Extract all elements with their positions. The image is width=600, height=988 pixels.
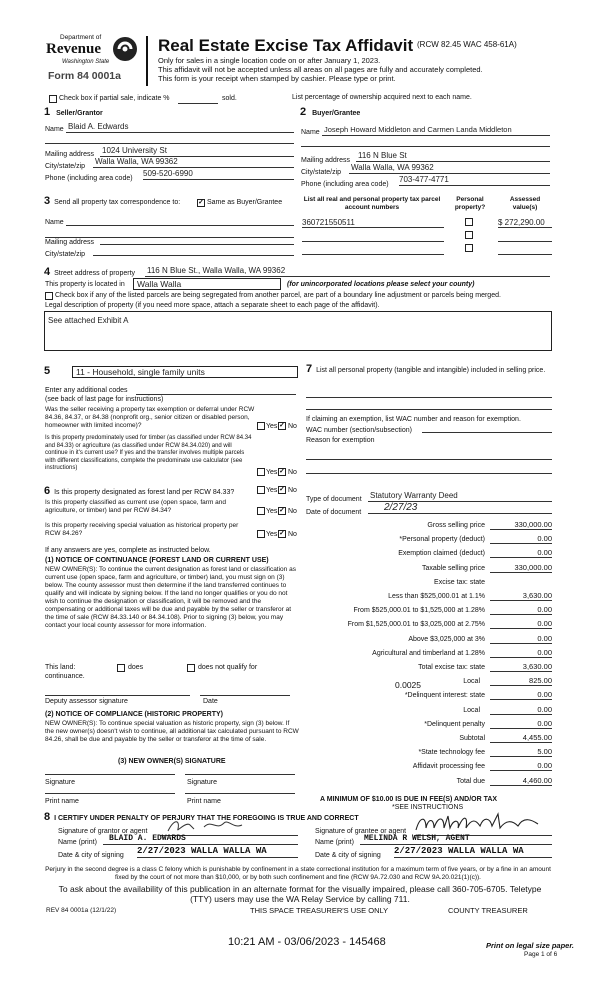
dept-line1: Department of bbox=[60, 34, 102, 41]
buyer-mailing-label: Mailing address bbox=[301, 157, 351, 164]
legal-size-note: Print on legal size paper. bbox=[486, 941, 574, 950]
rev-number: REV 84 0001a (12/1/22) bbox=[46, 907, 117, 914]
unincorporated-note: (for unincorporated locations please select your county) bbox=[287, 281, 475, 288]
addl-codes-field[interactable] bbox=[136, 385, 296, 395]
owner-sig-line-2[interactable] bbox=[185, 769, 295, 775]
grantor-name-label: Name (print) bbox=[58, 839, 97, 846]
fee-label: *Delinquent penalty bbox=[424, 721, 485, 728]
deputy-date-line[interactable] bbox=[200, 690, 290, 696]
section3-heading bbox=[44, 195, 180, 207]
does-label: does bbox=[128, 664, 144, 671]
wac-field[interactable] bbox=[422, 425, 552, 433]
buyer-name-label: Name bbox=[301, 129, 320, 136]
section6-num: 6 bbox=[44, 485, 51, 497]
seller-name-label: Name bbox=[45, 126, 64, 133]
owner-print-line-2[interactable] bbox=[185, 788, 295, 794]
q-current-use-yes-label: Yes bbox=[266, 508, 278, 515]
parcel-row-1[interactable]: 360721550511 bbox=[302, 218, 444, 228]
header-note2: This affidavit will not be accepted unless all areas on all pages are fully and accurately completed. bbox=[158, 65, 483, 74]
q-timber-yes-box[interactable] bbox=[257, 468, 265, 476]
does-not-label: does not qualify for bbox=[198, 664, 258, 671]
exemption-label: If claiming an exemption, list WAC number and reason for exemption. bbox=[306, 416, 521, 423]
buyer-heading: Buyer/Grantee bbox=[312, 110, 361, 117]
fee-label: *State technology fee bbox=[418, 749, 485, 756]
header-note1: Only for sales in a single location code on or after January 1, 2023. bbox=[158, 56, 381, 65]
this-land-label: This land: bbox=[45, 664, 76, 671]
buyer-city-field[interactable]: Walla Walla, WA 99362 bbox=[349, 163, 550, 174]
section6-q3: Is this property receiving special valuation as historical property per RCW 84.26? bbox=[45, 522, 239, 537]
fee-value[interactable]: 4,460.00 bbox=[490, 776, 552, 786]
assessed-row-3[interactable] bbox=[498, 245, 552, 255]
buyer-section bbox=[300, 106, 360, 118]
perjury-notice: Perjury in the second degree is a class C felony which is punishable by confinement in a state correctional institution for a maximum term of five years, or by a fine in an amount fixed by the court of not more than $10,000, or by both such confinement and fine (RCW 9A.72.030 and RCW 9A.20.021(1)(c)). bbox=[45, 866, 551, 881]
grantee-name-field[interactable]: MELINDA R WELSH, AGENT bbox=[360, 834, 552, 845]
fee-label: Exemption claimed (deduct) bbox=[398, 550, 485, 557]
buyer-num: 2 bbox=[300, 106, 307, 118]
notice1-body: NEW OWNER(S): To continue the current designation as forest land or classification as current use (open space, farm and agriculture, or timber) land, you must sign on (3) below. The county assessor must then determine if the land transferred continues to qualify and will indicate by signing below. If the land no longer qualifies or you do not wish to continue the designation or classification, it will be removed and the compensating or additional taxes will be due and payable by the seller or transferor at the time of sale (RCW 84.33.140 or 84.34.108). Prior to signing (3) below, you may contact your local county assessor for more information. bbox=[45, 566, 296, 629]
fee-label: Subtotal bbox=[459, 735, 485, 742]
grantor-date-label: Date & city of signing bbox=[58, 852, 124, 859]
fee-value[interactable]: 0.00 bbox=[490, 705, 552, 715]
alt-format-note: To ask about the availability of this publication in an alternate format for the visually impaired, please call 360-705-6705. Teletype (TTY) users may use the WA Relay Service by calling 711. bbox=[58, 884, 542, 904]
fee-value[interactable]: 330,000.00 bbox=[490, 520, 552, 530]
q-exemption-no-label: No bbox=[288, 423, 297, 430]
fee-value[interactable]: 0.00 bbox=[490, 719, 552, 729]
owner-print-label-2: Print name bbox=[187, 798, 221, 805]
local-rate: 0.0025 bbox=[395, 680, 421, 690]
grantor-name-field[interactable]: BLAID A. EDWARDS bbox=[103, 834, 298, 845]
partial-sale-label: Check box if partial sale, indicate % bbox=[59, 95, 170, 102]
personal-property-checkbox-1[interactable] bbox=[465, 218, 473, 226]
q-current-use-no-box[interactable] bbox=[278, 507, 286, 515]
same-as-buyer-label: Same as Buyer/Grantee bbox=[207, 199, 283, 206]
fee-value[interactable]: 825.00 bbox=[490, 676, 552, 686]
buyer-city-label: City/state/zip bbox=[301, 169, 342, 176]
q-forest-no-label: No bbox=[288, 487, 297, 494]
fee-value[interactable]: 5.00 bbox=[490, 747, 552, 757]
see-back-note: (see back of last page for instructions) bbox=[45, 396, 164, 403]
fee-value[interactable]: 3,630.00 bbox=[490, 591, 552, 601]
owner-sig-label-1: Signature bbox=[45, 779, 75, 786]
q-historic-no-label: No bbox=[288, 531, 297, 538]
does-not-qualify-box[interactable] bbox=[187, 664, 195, 672]
section3-mailing-label: Mailing address bbox=[45, 239, 95, 246]
section3-city-label: City/state/zip bbox=[45, 251, 86, 258]
q-timber: Is this property predominately used for timber (as classified under RCW 84.34 and 84.33) or agriculture (as classified under RCW 84.34.020) and will continue in it's current use? If yes and the transfer involves multiple parcels with different classifications, complete the predominate use calculator (see instructions) bbox=[45, 435, 252, 471]
section6-q2: Is this property classified as current use (open space, farm and agriculture, or timber) land per RCW 84.34? bbox=[45, 499, 227, 514]
grantor-sig-label: Signature of grantor or agent bbox=[58, 828, 148, 835]
wac-label: WAC number (section/subsection) bbox=[306, 427, 412, 434]
seller-phone-label: Phone (including area code) bbox=[45, 175, 133, 182]
legal-desc-label: Legal description of property (if you need more space, attach a separate sheet to each page of the affidavit). bbox=[45, 302, 380, 309]
deputy-date-label: Date bbox=[203, 698, 218, 705]
owner-print-label-1: Print name bbox=[45, 798, 79, 805]
grantee-date-label: Date & city of signing bbox=[315, 852, 381, 859]
section7-label: List all personal property (tangible and intangible) included in selling price. bbox=[316, 367, 546, 374]
seller-heading: Seller/Grantor bbox=[56, 110, 103, 117]
deputy-sig-line[interactable] bbox=[45, 690, 190, 696]
partial-percent-field[interactable] bbox=[178, 95, 218, 104]
recording-stamp: 10:21 AM - 03/06/2023 - 145468 bbox=[228, 936, 386, 948]
q-historic-yes-label: Yes bbox=[266, 531, 278, 538]
fee-label: From $1,525,000.01 to $3,025,000 at 2.75% bbox=[347, 621, 485, 628]
fee-value[interactable]: 0.00 bbox=[490, 605, 552, 615]
col-parcels-header: List all real and personal property tax parcel account numbers bbox=[303, 196, 441, 211]
doc-type-field[interactable]: Statutory Warranty Deed bbox=[368, 491, 552, 502]
parcel-row-3[interactable] bbox=[302, 245, 444, 255]
dept-line3: Washington State bbox=[62, 59, 110, 65]
fee-label: Excise tax: state bbox=[434, 579, 485, 586]
personal-property-line-1[interactable] bbox=[306, 390, 552, 398]
see-instructions: *SEE INSTRUCTIONS bbox=[392, 804, 464, 811]
form-title: Real Estate Excise Tax Affidavit bbox=[158, 36, 414, 55]
fee-value[interactable]: 0.00 bbox=[490, 548, 552, 558]
street-label: Street address of property bbox=[54, 270, 136, 277]
continuance-label: continuance. bbox=[45, 673, 85, 680]
personal-property-line-2[interactable] bbox=[306, 402, 552, 410]
q-exemption-no-box[interactable] bbox=[278, 422, 286, 430]
reason-line-1[interactable] bbox=[306, 452, 552, 460]
q-forest-no-box[interactable] bbox=[278, 486, 286, 494]
new-owner-sig-title: (3) NEW OWNER(S) SIGNATURE bbox=[118, 758, 226, 765]
section8-num: 8 bbox=[44, 811, 51, 823]
grantee-date-field[interactable]: 2/27/2023 WALLA WALLA WA bbox=[394, 846, 552, 858]
owner-sig-line-1[interactable] bbox=[45, 769, 175, 775]
dor-swirl-icon bbox=[110, 34, 140, 64]
fee-value[interactable]: 0.00 bbox=[490, 534, 552, 544]
fee-label: *Delinquent interest: state bbox=[404, 692, 485, 699]
same-as-buyer-checkbox[interactable] bbox=[197, 199, 205, 207]
fee-value[interactable]: 0.00 bbox=[490, 619, 552, 629]
certify-text: I CERTIFY UNDER PENALTY OF PERJURY THAT THE FOREGOING IS TRUE AND CORRECT bbox=[54, 815, 359, 822]
minimum-note: A MINIMUM OF $10.00 IS DUE IN FEE(S) AND/OR TAX bbox=[320, 796, 498, 803]
buyer-name-field[interactable]: Joseph Howard Middleton and Carmen Landa Middleton bbox=[322, 125, 550, 136]
grantee-signature-image bbox=[414, 812, 544, 834]
seller-mailing-label: Mailing address bbox=[45, 151, 95, 158]
assessed-row-2[interactable] bbox=[498, 232, 552, 242]
fee-value[interactable]: 0.00 bbox=[490, 761, 552, 771]
section3-label: Send all property tax correspondence to: bbox=[54, 199, 181, 206]
ownership-note: List percentage of ownership acquired next to each name. bbox=[292, 94, 472, 101]
form-number: Form 84 0001a bbox=[48, 70, 121, 82]
section7-num: 7 bbox=[306, 363, 313, 375]
fee-label: Total excise tax: state bbox=[418, 664, 485, 671]
fee-label: Local bbox=[463, 707, 480, 714]
fee-value[interactable]: 4,455.00 bbox=[490, 733, 552, 743]
seller-city-field[interactable]: Walla Walla, WA 99362 bbox=[93, 157, 294, 168]
legal-desc-box[interactable]: See attached Exhibit A bbox=[44, 311, 552, 351]
section5-num: 5 bbox=[44, 365, 51, 377]
street-address-field[interactable]: 116 N Blue St., Walla Walla, WA 99362 bbox=[145, 266, 550, 277]
q-timber-no-box[interactable] bbox=[278, 468, 286, 476]
section3-num: 3 bbox=[44, 195, 51, 207]
does-qualify-box[interactable] bbox=[117, 664, 125, 672]
assessed-row-1[interactable]: $ 272,290.00 bbox=[498, 218, 552, 228]
buyer-name-extra-line[interactable] bbox=[301, 137, 550, 147]
q-exemption-yes-label: Yes bbox=[266, 423, 278, 430]
doc-type-label: Type of document bbox=[306, 496, 362, 503]
fee-label: Gross selling price bbox=[427, 522, 485, 529]
use-code-select[interactable]: 11 - Household, single family units bbox=[72, 366, 298, 378]
section4-num: 4 bbox=[44, 266, 51, 278]
location-select[interactable]: Walla Walla bbox=[133, 278, 281, 290]
grantee-name-label: Name (print) bbox=[315, 839, 354, 846]
fee-label: *Personal property (deduct) bbox=[399, 536, 485, 543]
notice1-title: (1) NOTICE OF CONTINUANCE (FOREST LAND OR CURRENT USE) bbox=[45, 557, 269, 564]
fee-value[interactable]: 330,000.00 bbox=[490, 563, 552, 573]
col-personal-header: Personal property? bbox=[454, 196, 486, 211]
deputy-sig-label: Deputy assessor signature bbox=[45, 698, 128, 705]
addl-codes-label: Enter any additional codes bbox=[45, 387, 128, 394]
notice2-body: NEW OWNER(S): To continue special valuation as historic property, sign (3) below. If the new owner(s) doesn't wish to continue, all additional tax calculated pursuant to RCW 84.26, shall be due and payable by the seller or transferor at the time of sale. bbox=[45, 720, 299, 743]
segregated-checkbox[interactable] bbox=[45, 292, 53, 300]
grantor-signature-image bbox=[164, 817, 284, 835]
seller-name-extra-line[interactable] bbox=[45, 134, 294, 144]
doc-date-label: Date of document bbox=[306, 509, 362, 516]
fee-value[interactable]: 3,630.00 bbox=[490, 662, 552, 672]
grantor-date-field[interactable]: 2/27/2023 WALLA WALLA WA bbox=[137, 846, 298, 858]
fee-value[interactable]: 0.00 bbox=[490, 634, 552, 644]
fee-label: Local bbox=[463, 678, 480, 685]
fee-label: Total due bbox=[456, 778, 485, 785]
fee-label: Affidavit processing fee bbox=[412, 763, 485, 770]
section3-mailing-field[interactable] bbox=[100, 234, 294, 245]
q-current-use-yes-box[interactable] bbox=[257, 507, 265, 515]
partial-sale-checkbox[interactable] bbox=[49, 95, 57, 103]
fee-label: From $525,000.01 to $1,525,000 at 1.28% bbox=[353, 607, 485, 614]
header-note3: This form is your receipt when stamped by cashier. Please type or print. bbox=[158, 74, 396, 83]
parcel-row-2[interactable] bbox=[302, 232, 444, 242]
seller-city-label: City/state/zip bbox=[45, 163, 86, 170]
located-label: This property is located in bbox=[45, 281, 125, 288]
county-treasurer: COUNTY TREASURER bbox=[448, 906, 528, 915]
seller-mailing-field[interactable]: 1024 University St bbox=[100, 146, 294, 157]
dept-line2: Revenue bbox=[46, 41, 101, 57]
buyer-phone-field[interactable]: 703-477-4771 bbox=[399, 175, 550, 186]
q-current-use-no-label: No bbox=[288, 508, 297, 515]
fee-label: Agricultural and timberland at 1.28% bbox=[372, 650, 485, 657]
partial-sold-label: sold. bbox=[222, 95, 237, 102]
notice2-title: (2) NOTICE OF COMPLIANCE (HISTORIC PROPERTY) bbox=[45, 711, 223, 718]
seller-phone-field[interactable]: 509-520-6990 bbox=[143, 169, 294, 180]
section7-heading bbox=[306, 365, 552, 375]
doc-date-field[interactable]: 2/27/23 bbox=[368, 502, 552, 514]
owner-print-line-1[interactable] bbox=[45, 788, 175, 794]
form-rcw: (RCW 82.45 WAC 458-61A) bbox=[417, 40, 517, 49]
q-historic-yes-box[interactable] bbox=[257, 530, 265, 538]
page-number: Page 1 of 6 bbox=[524, 951, 558, 958]
fee-value[interactable]: 0.00 bbox=[490, 690, 552, 700]
section3-city-field[interactable] bbox=[93, 245, 294, 256]
seller-num: 1 bbox=[44, 106, 51, 118]
q-exemption-yes-box[interactable] bbox=[257, 422, 265, 430]
buyer-mailing-field[interactable]: 116 N Blue St bbox=[356, 151, 550, 162]
buyer-phone-label: Phone (including area code) bbox=[301, 181, 389, 188]
q-timber-yes-label: Yes bbox=[266, 469, 278, 476]
treasurer-use-only: THIS SPACE TREASURER'S USE ONLY bbox=[250, 906, 389, 915]
owner-sig-label-2: Signature bbox=[187, 779, 217, 786]
header-divider bbox=[146, 36, 148, 86]
reason-line-2[interactable] bbox=[306, 466, 552, 474]
section3-name-label: Name bbox=[45, 219, 64, 226]
segregated-label: Check box if any of the listed parcels are being segregated from another parcel, are part of a boundary line adjustment or parcels being merged. bbox=[55, 292, 501, 299]
section6-q1: 6 Is this property designated as forest land per RCW 84.33? bbox=[44, 485, 235, 497]
personal-property-checkbox-2[interactable] bbox=[465, 231, 473, 239]
q-timber-no-label: No bbox=[288, 469, 297, 476]
fee-label: Less than $525,000.01 at 1.1% bbox=[388, 593, 485, 600]
q-exemption: Was the seller receiving a property tax exemption or deferral under RCW 84.36, 84.37, or 84.38 (nonprofit org., senior citizen or disabled person, homeowner with limited income)? bbox=[45, 406, 255, 429]
col-assessed-header: Assessed value(s) bbox=[509, 196, 541, 211]
grantee-sig-label: Signature of grantee or agent bbox=[315, 828, 407, 835]
fee-label: Above $3,025,000 at 3% bbox=[408, 636, 485, 643]
if-yes-note: If any answers are yes, complete as instructed below. bbox=[45, 547, 211, 554]
personal-property-checkbox-3[interactable] bbox=[465, 244, 473, 252]
section4-heading bbox=[44, 266, 135, 278]
seller-name-field[interactable]: Blaid A. Edwards bbox=[66, 122, 294, 133]
fee-value[interactable]: 0.00 bbox=[490, 648, 552, 658]
q-forest-yes-label: Yes bbox=[266, 487, 278, 494]
fee-label: Taxable selling price bbox=[421, 565, 485, 572]
q-forest-yes-box[interactable] bbox=[257, 486, 265, 494]
reason-label: Reason for exemption bbox=[306, 437, 375, 444]
q-historic-no-box[interactable] bbox=[278, 530, 286, 538]
section3-name-field[interactable] bbox=[66, 215, 294, 226]
